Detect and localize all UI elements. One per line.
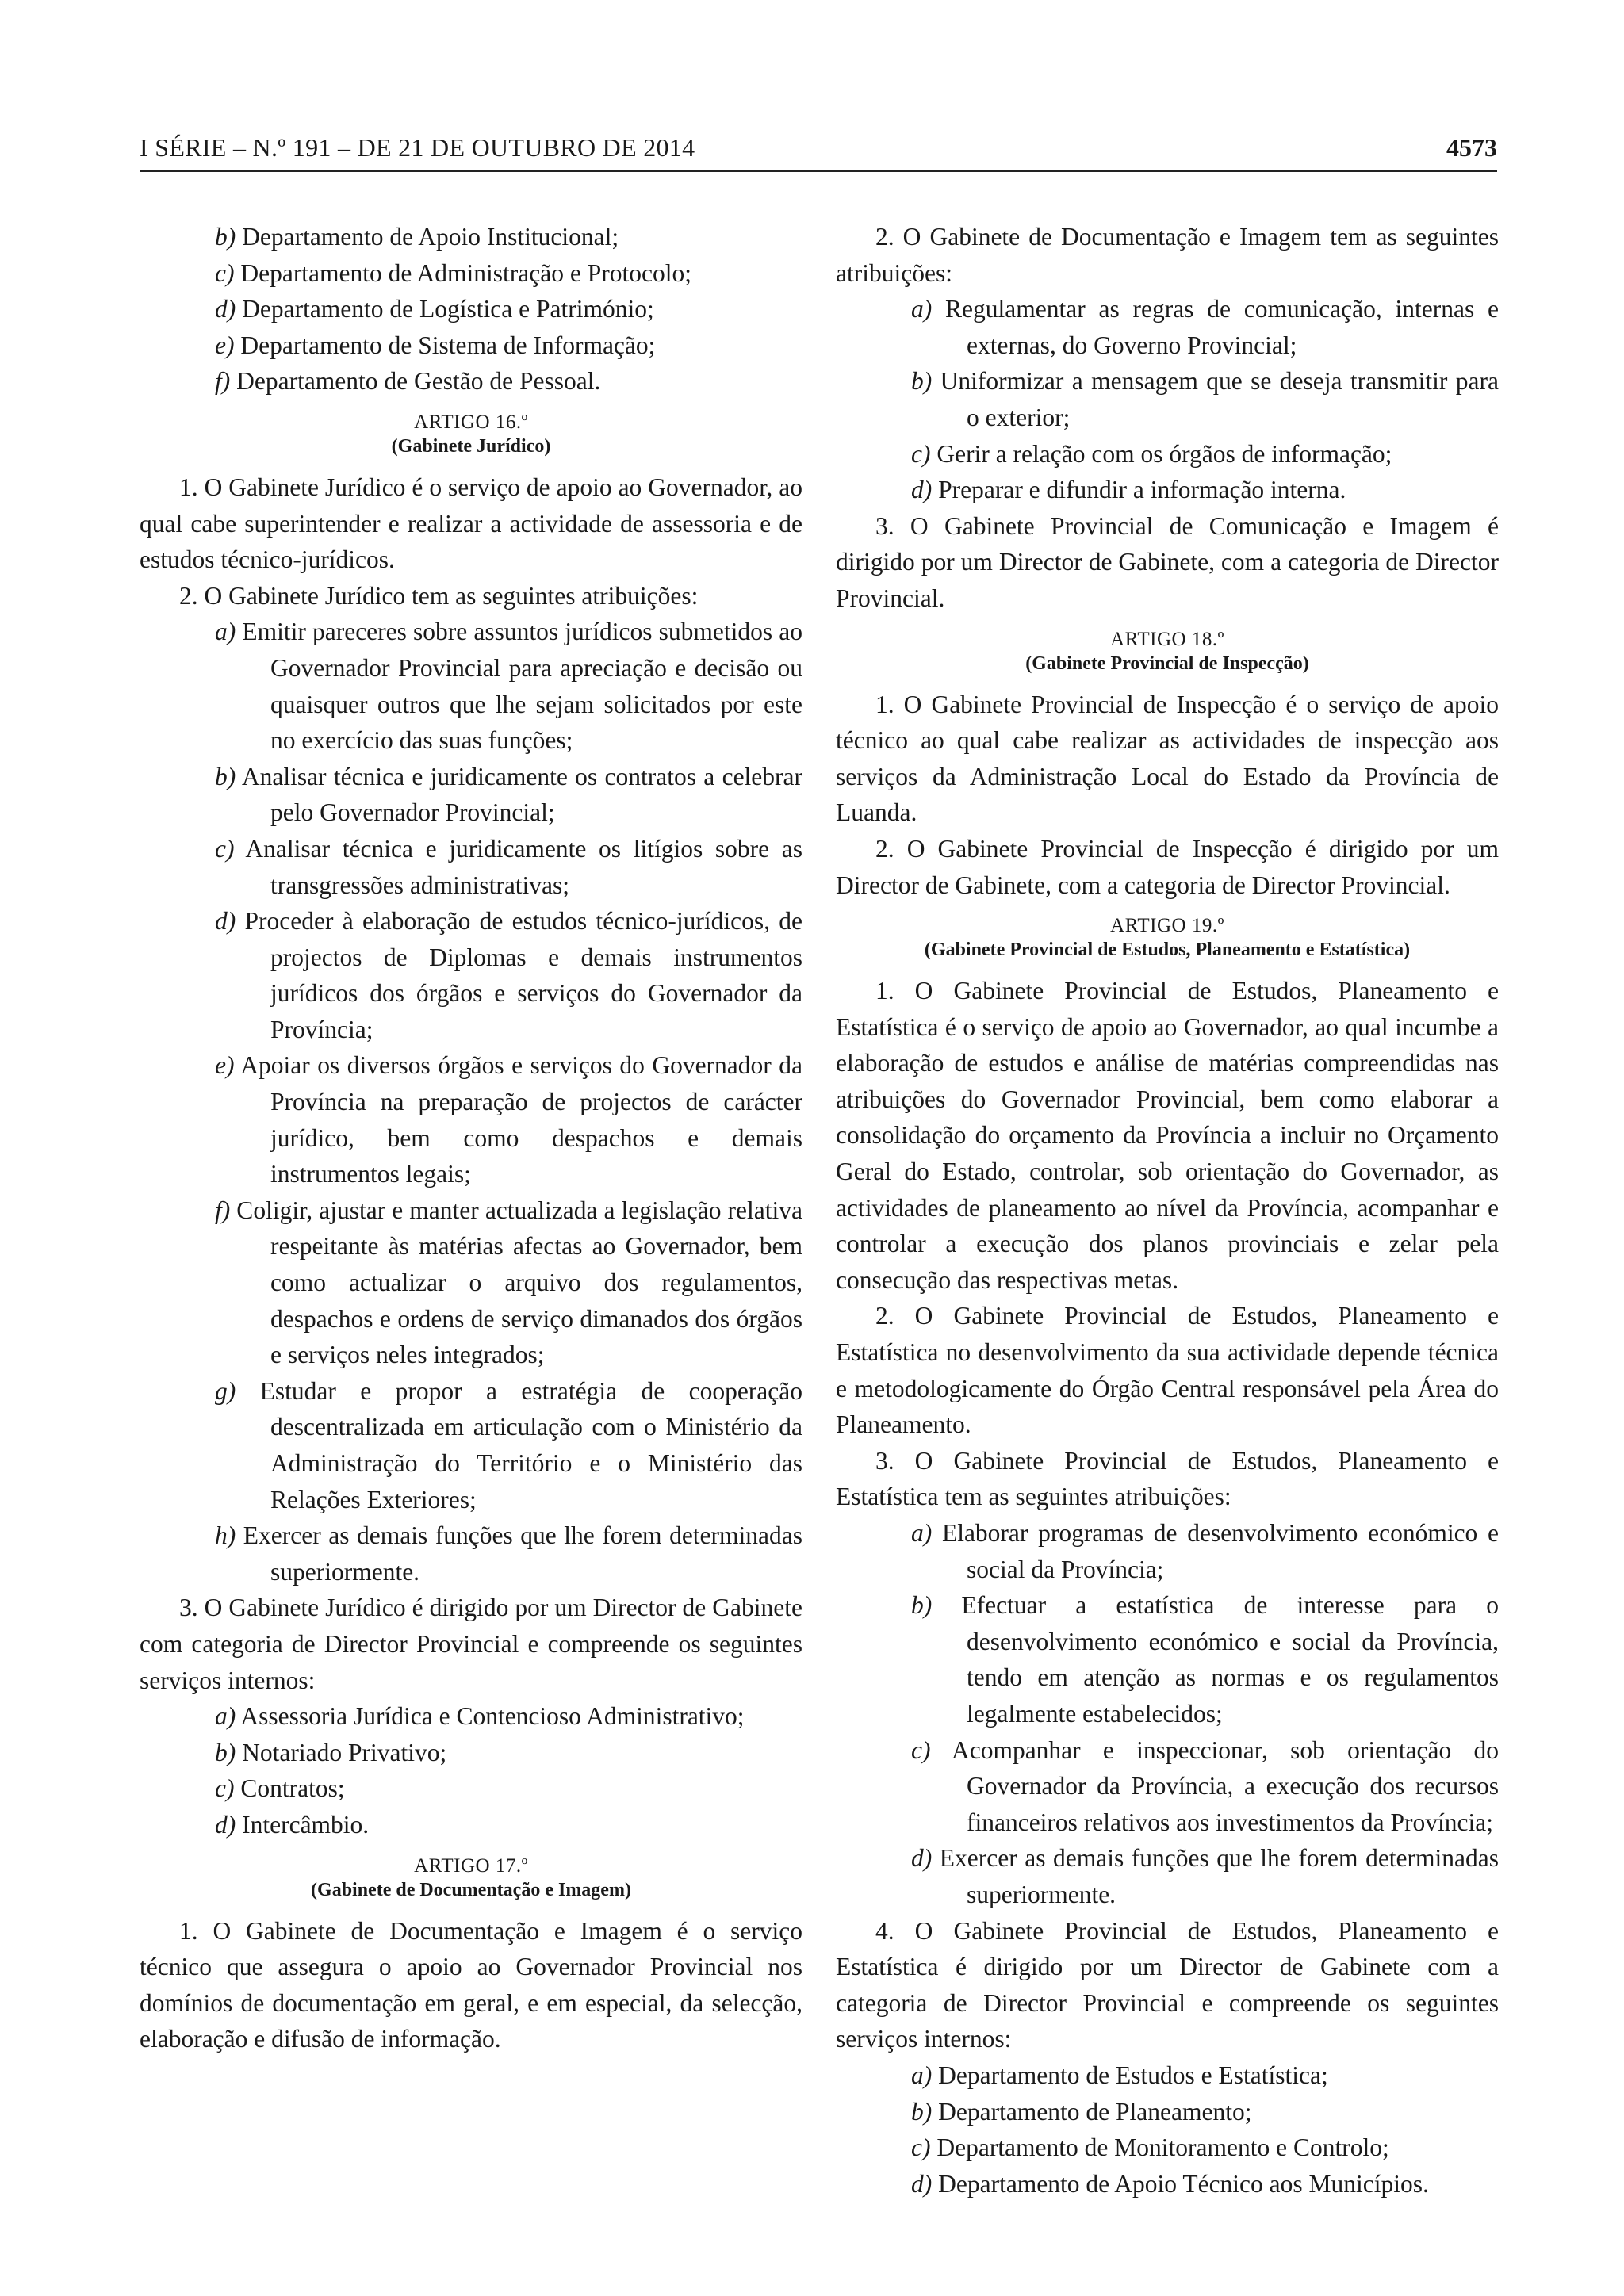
- list-item: [215, 831, 802, 903]
- item-letter: c): [215, 258, 235, 287]
- list-item: [215, 363, 802, 400]
- list-item: [911, 2057, 1499, 2094]
- item-letter: f): [215, 367, 231, 396]
- list-item: [911, 1840, 1499, 1912]
- list-item: [911, 2166, 1499, 2202]
- item-letter: e): [215, 1051, 235, 1080]
- item-text: Departamento de Apoio Técnico aos Municípios.: [932, 2169, 1429, 2198]
- item-text: Intercâmbio.: [236, 1810, 370, 1839]
- item-text: Efectuar a estatística de interesse para o desenvolvimento económico e social da Província, tendo em atenção as normas e os regulamentos legalmente estabelecidos;: [932, 1591, 1499, 1728]
- item-letter: d): [911, 2169, 933, 2198]
- list-item: [215, 255, 802, 292]
- list-item: [911, 1515, 1499, 1587]
- item-text: Exercer as demais funções que lhe forem determinadas superiormente.: [932, 1844, 1499, 1908]
- item-text: Departamento de Administração e Protocolo;: [234, 258, 691, 287]
- list-item: [911, 1732, 1499, 1841]
- item-letter: b): [911, 1591, 933, 1620]
- item-letter: a): [911, 2061, 933, 2089]
- item-text: Coligir, ajustar e manter actualizada a legislação relativa respeitante às matérias afectas ao Governador, bem como actualizar o arquivo dos regulamentos, despachos e ordens de serviço dimanados dos órgãos e serviços neles integrados;: [230, 1196, 802, 1369]
- list-item: [215, 1047, 802, 1192]
- page-number: 4573: [1446, 133, 1497, 162]
- item-letter: c): [215, 834, 235, 863]
- article-title: (Gabinete Jurídico): [391, 435, 551, 457]
- list-item: [215, 291, 802, 327]
- article-title: (Gabinete de Documentação e Imagem): [311, 1879, 631, 1900]
- item-text: Emitir pareceres sobre assuntos jurídicos submetidos ao Governador Provincial para apreciação e decisão ou quaisquer outros que lhe sejam solicitados por este no exercício das suas funções;: [236, 618, 802, 755]
- item-letter: d): [215, 907, 236, 936]
- item-text: Departamento de Sistema de Informação;: [234, 331, 656, 359]
- item-text: Departamento de Gestão de Pessoal.: [230, 367, 601, 396]
- paragraph: 1. O Gabinete Provincial de Inspecção é o serviço de apoio técnico ao qual cabe realizar as actividades de inspecção aos serviços da Administração Local do Estado da Província de Luanda.: [836, 690, 1499, 827]
- paragraph: 1. O Gabinete de Documentação e Imagem é o serviço técnico que assegura o apoio ao Governador Provincial nos domínios de documentação em geral, e em especial, da selecção, elaboração e difusão de informação.: [140, 1916, 802, 2053]
- item-text: Departamento de Logística e Património;: [236, 295, 654, 323]
- item-letter: b): [215, 223, 236, 251]
- paragraph: 2. O Gabinete Provincial de Inspecção é dirigido por um Director de Gabinete, com a categoria de Director Provincial.: [836, 834, 1499, 899]
- item-letter: d): [215, 1810, 236, 1839]
- paragraph: 2. O Gabinete Provincial de Estudos, Planeamento e Estatística no desenvolvimento da sua actividade depende técnica e metodologicamente do Órgão Central responsável pela Área do Planeamento.: [836, 1302, 1499, 1439]
- list-item: [215, 1517, 802, 1590]
- list-item: [911, 2130, 1499, 2166]
- article-number: ARTIGO 17.º: [414, 1854, 528, 1877]
- left-column: [140, 219, 802, 2057]
- paragraph: 3. O Gabinete Provincial de Estudos, Planeamento e Estatística tem as seguintes atribuições:: [836, 1446, 1499, 1511]
- paragraph: 3. O Gabinete Jurídico é dirigido por um Director de Gabinete com categoria de Director Provincial e compreende os seguintes serviços internos:: [140, 1594, 802, 1694]
- item-letter: d): [215, 295, 236, 323]
- item-letter: h): [215, 1521, 236, 1550]
- list-item: [215, 1770, 802, 1807]
- right-column: [836, 219, 1499, 2202]
- item-letter: b): [215, 1738, 236, 1766]
- list-item: [215, 219, 802, 255]
- item-letter: c): [215, 1774, 235, 1803]
- item-letter: d): [911, 1844, 933, 1873]
- item-letter: b): [215, 762, 236, 790]
- item-text: Departamento de Monitoramento e Controlo;: [930, 2133, 1389, 2162]
- item-text: Preparar e difundir a informação interna.: [932, 476, 1346, 504]
- list-item: [215, 1192, 802, 1373]
- item-text: Uniformizar a mensagem que se deseja transmitir para o exterior;: [932, 367, 1499, 431]
- item-letter: a): [215, 618, 236, 646]
- item-text: Departamento de Planeamento;: [932, 2097, 1252, 2126]
- item-text: Estudar e propor a estratégia de cooperação descentralizada em articulação com o Ministério da Administração do Território e o Ministério das Relações Exteriores;: [236, 1376, 802, 1513]
- item-text: Notariado Privativo;: [236, 1738, 447, 1766]
- paragraph: 2. O Gabinete de Documentação e Imagem tem as seguintes atribuições:: [836, 223, 1499, 287]
- header-title: I SÉRIE – N.º 191 – DE 21 DE OUTUBRO DE 2014: [140, 133, 695, 162]
- list-item: [215, 1735, 802, 1771]
- item-text: Contratos;: [234, 1774, 345, 1803]
- paragraph: 1. O Gabinete Provincial de Estudos, Planeamento e Estatística é o serviço de apoio ao Governador, ao qual incumbe a elaboração de estudos e análise de matérias compreendidas nas atribuições do Governador Provincial, bem como elaborar a consolidação do orçamento da Província a incluir no Orçamento Geral do Estado, controlar, sob orientação do Governador, as actividades de planeamento ao nível da Província, acompanhar e controlar a execução dos planos provinciais e zelar pela consecução das respectivas metas.: [836, 977, 1499, 1294]
- item-letter: g): [215, 1376, 236, 1405]
- item-letter: c): [911, 439, 931, 468]
- item-text: Departamento de Apoio Institucional;: [236, 223, 619, 251]
- item-letter: d): [911, 476, 933, 504]
- item-text: Elaborar programas de desenvolvimento económico e social da Província;: [932, 1519, 1499, 1583]
- paragraph: 2. O Gabinete Jurídico tem as seguintes atribuições:: [179, 581, 699, 610]
- page-header: [140, 132, 1497, 172]
- item-text: Acompanhar e inspeccionar, sob orientação do Governador da Província, a execução dos recursos financeiros relativos aos investimentos da Província;: [930, 1735, 1499, 1836]
- list-item: [911, 436, 1499, 473]
- item-letter: a): [911, 1519, 933, 1547]
- item-text: Analisar técnica e juridicamente os litígios sobre as transgressões administrativas;: [234, 834, 802, 899]
- item-text: Proceder à elaboração de estudos técnico-jurídicos, de projectos de Diplomas e demais instrumentos jurídicos dos órgãos e serviços do Governador da Província;: [236, 907, 802, 1043]
- item-letter: f): [215, 1196, 231, 1224]
- item-text: Apoiar os diversos órgãos e serviços do Governador da Província na preparação de projectos de carácter jurídico, bem como despachos e demais instrumentos legais;: [234, 1051, 802, 1188]
- item-text: Assessoria Jurídica e Contencioso Administrativo;: [236, 1702, 745, 1731]
- article-number: ARTIGO 19.º: [1110, 915, 1224, 937]
- list-item: [215, 903, 802, 1047]
- paragraph: 4. O Gabinete Provincial de Estudos, Planeamento e Estatística é dirigido por um Director de Gabinete com a categoria de Director Provincial e compreende os seguintes serviços internos:: [836, 1916, 1499, 2053]
- list-item: [911, 291, 1499, 363]
- list-item: [911, 1587, 1499, 1732]
- item-letter: e): [215, 331, 235, 359]
- item-text: Gerir a relação com os órgãos de informação;: [930, 439, 1392, 468]
- list-item: [215, 1698, 802, 1735]
- item-letter: a): [215, 1702, 236, 1731]
- list-item: [911, 363, 1499, 435]
- list-item: [911, 2094, 1499, 2130]
- article-number: ARTIGO 16.º: [414, 411, 528, 433]
- list-item: [215, 1807, 802, 1843]
- item-text: Analisar técnica e juridicamente os contratos a celebrar pelo Governador Provincial;: [236, 762, 802, 827]
- item-letter: c): [911, 2133, 931, 2162]
- list-item: [215, 614, 802, 758]
- item-text: Regulamentar as regras de comunicação, internas e externas, do Governo Provincial;: [932, 295, 1499, 359]
- item-letter: b): [911, 2097, 933, 2126]
- list-item: [215, 327, 802, 364]
- paragraph: 1. O Gabinete Jurídico é o serviço de apoio ao Governador, ao qual cabe superintender e realizar a actividade de assessoria e de estudos técnico-jurídicos.: [140, 473, 802, 574]
- list-item: [911, 472, 1499, 508]
- article-title: (Gabinete Provincial de Estudos, Planeamento e Estatística): [924, 939, 1411, 961]
- list-item: [215, 1373, 802, 1517]
- item-letter: c): [911, 1735, 931, 1764]
- article-number: ARTIGO 18.º: [1110, 628, 1224, 650]
- item-letter: b): [911, 367, 933, 396]
- item-text: Departamento de Estudos e Estatística;: [932, 2061, 1328, 2089]
- list-item: [215, 759, 802, 831]
- item-text: Exercer as demais funções que lhe forem determinadas superiormente.: [236, 1521, 802, 1586]
- paragraph: 3. O Gabinete Provincial de Comunicação e Imagem é dirigido por um Director de Gabinete, com a categoria de Director Provincial.: [836, 511, 1499, 612]
- item-letter: a): [911, 295, 933, 323]
- article-title: (Gabinete Provincial de Inspecção): [1025, 652, 1309, 674]
